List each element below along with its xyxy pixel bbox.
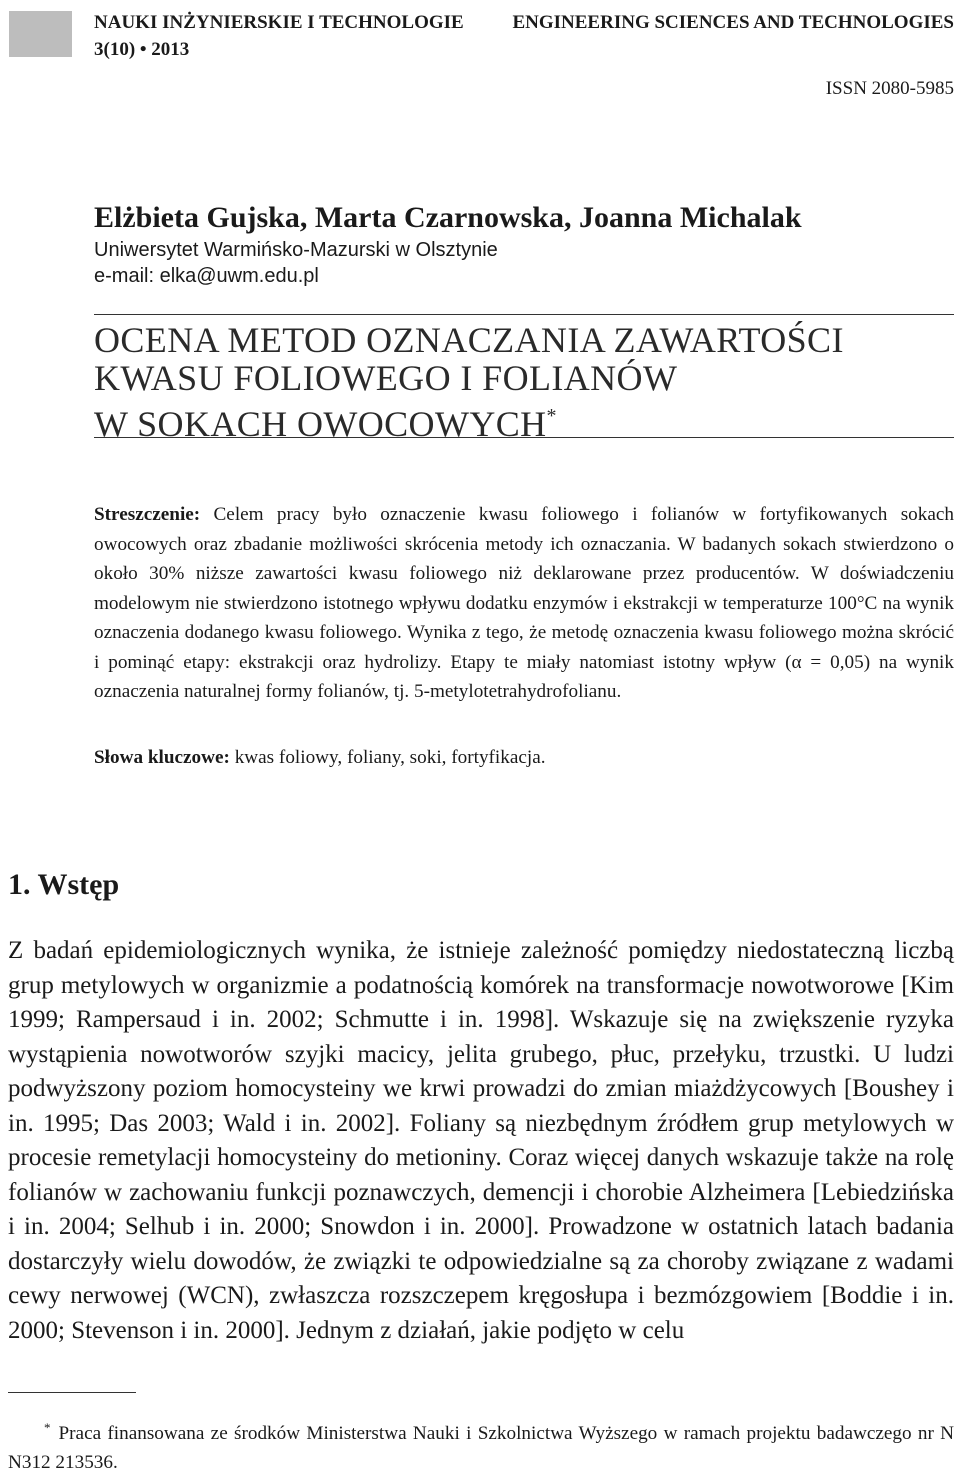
title-line-2: KWASU FOLIOWEGO I FOLIANÓW bbox=[94, 358, 678, 398]
keywords-text: kwas foliowy, foliany, soki, fortyfikacja. bbox=[234, 747, 546, 768]
footnote-rule bbox=[8, 1392, 136, 1393]
affiliation: Uniwersytet Warmińsko-Mazurski w Olsztynie bbox=[94, 239, 498, 261]
title-line-1: OCENA METOD OZNACZANIA ZAWARTOŚCI bbox=[94, 320, 844, 360]
title-rule-top bbox=[94, 314, 954, 315]
journal-name-en: ENGINEERING SCIENCES AND TECHNOLOGIES bbox=[512, 12, 954, 33]
journal-volume: 3(10) • 2013 bbox=[94, 39, 190, 60]
header-gray-block bbox=[9, 11, 72, 57]
abstract bbox=[94, 500, 954, 707]
email: e-mail: elka@uwm.edu.pl bbox=[94, 265, 319, 287]
keywords bbox=[94, 743, 546, 773]
journal-name-pl: NAUKI INŻYNIERSKIE I TECHNOLOGIE bbox=[94, 12, 464, 33]
abstract-text: Celem pracy było oznaczenie kwasu foliowego i folianów w fortyfikowanych sokach owocowych oraz zbadanie możliwości skrócenia metody ich oznaczania. W badanych sokach stwierdzono o około 30% niższe zawartości kwasu foliowego niż deklarowane przez producentów. W doświadczeniu modelowym nie stwierdzono istotnego wpływu dodatku enzymów i ekstrakcji w temperaturze 100°C na wynik oznaczenia dodanego kwasu foliowego. Wynika z tego, że metodę oznaczenia kwasu foliowego można skrócić i pominąć etapy: ekstrakcji oraz hydrolizy. Etapy te miały natomiast istotny wpływ (α = 0,05) na wynik oznaczenia naturalnej formy folianów, tj. 5-metylotetrahydrofolianu. bbox=[94, 504, 954, 702]
authors: Elżbieta Gujska, Marta Czarnowska, Joanna Michalak bbox=[94, 201, 802, 234]
title-rule-bottom bbox=[94, 437, 954, 438]
section-body: Z badań epidemiologicznych wynika, że istnieje zależność pomiędzy niedostateczną liczbą grup metylowych w organizmie a podatnością komórek na transformacje nowotworowe [Kim 1999; Rampersaud i in. 2002; Schmutte i in. 1998]. Wskazuje się na zwiększenie ryzyka wystąpienia nowotworów szyjki macicy, jelita grubego, płuc, przełyku, trzustki. U ludzi podwyższony poziom homocysteiny we krwi prowadzi do zmian miażdżycowych [Boushey i in. 1995; Das 2003; Wald i in. 2002]. Foliany są niezbędnym źródłem grup metylowych w procesie remetylacji homocysteiny do metioniny. Coraz więcej danych wskazuje także na rolę folianów w zachowaniu funkcji poznawczych, demencji i chorobie Alzheimera [Lebiedzińska i in. 2004; Selhub i in. 2000; Snowdon i in. 2000]. Prowadzone w ostatnich latach badania dostarczyły wielu dowodów, że związki te odpowiedzialne są za choroby związane z wadami cewy nerwowej (WCN), zwłaszcza rozszczepem kręgosłupa i bezmózgowiem [Boddie i in. 2000; Stevenson i in. 2000]. Jednym z działań, jakie podjęto w celu bbox=[8, 937, 954, 1344]
issn: ISSN 2080-5985 bbox=[825, 78, 954, 99]
keywords-label: Słowa kluczowe: bbox=[94, 747, 230, 768]
title-line-3-text: W SOKACH OWOCOWYCH bbox=[94, 404, 547, 444]
footnote bbox=[8, 1413, 954, 1477]
abstract-label: Streszczenie: bbox=[94, 504, 201, 525]
footnote-text: Praca finansowana ze środków Ministerstwa Nauki i Szkolnictwa Wyższego w ramach projektu badawczego nr N N312 213536. bbox=[8, 1423, 954, 1473]
title-footnote-marker: * bbox=[546, 405, 557, 427]
section-title: 1. Wstęp bbox=[8, 868, 120, 901]
footnote-marker: * bbox=[44, 1420, 51, 1435]
paper-title bbox=[94, 321, 844, 443]
